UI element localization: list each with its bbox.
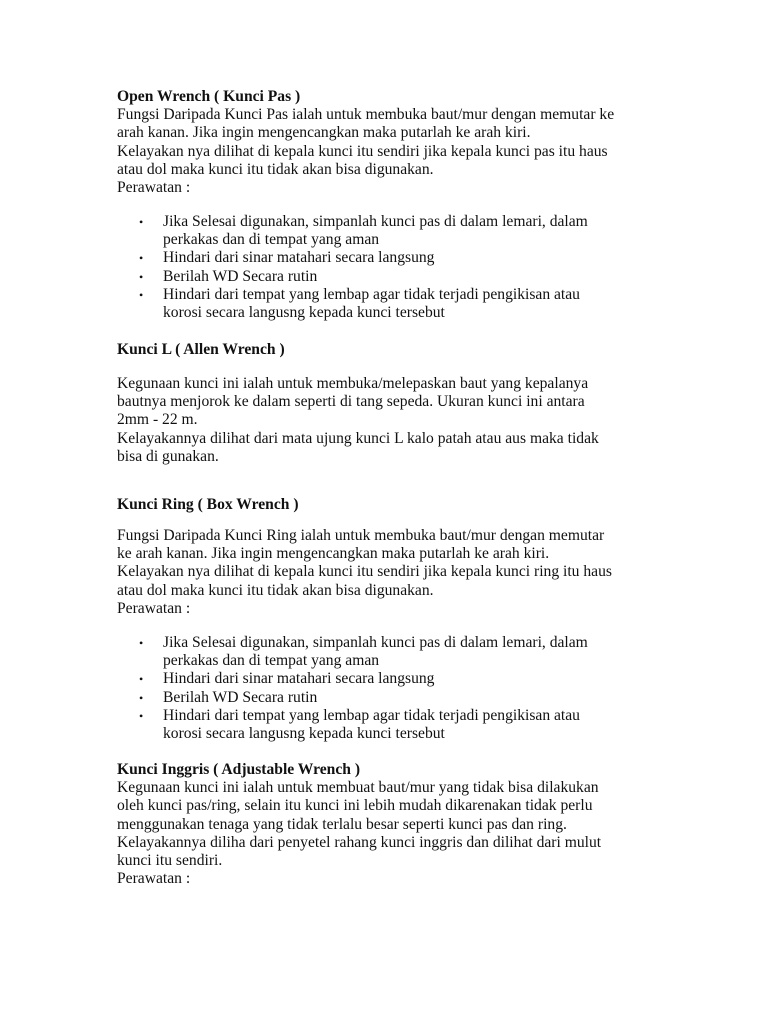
section-heading: Open Wrench ( Kunci Pas ) (117, 88, 301, 105)
section-paragraph: Kegunaan kunci ini ialah untuk membuka/melepaskan baut yang kepalanya bautnya menjorok ke dalam seperti di tang sepeda. Ukuran kunci ini antara 2mm - 22 m. Kelayakannya dilihat dari mata ujung kunci L kalo patah atau aus maka tidak bisa di gunakan. (117, 375, 599, 465)
bullet-icon: • (139, 215, 144, 229)
section-box-wrench (117, 496, 657, 514)
section-open-wrench (117, 88, 657, 197)
section-heading: Kunci L ( Allen Wrench ) (117, 341, 285, 358)
list-item (117, 286, 657, 322)
section-heading: Kunci Inggris ( Adjustable Wrench ) (117, 761, 361, 778)
bullet-icon: • (139, 251, 144, 266)
list-item-text: Hindari dari tempat yang lembap agar tidak terjadi pengikisan atau korosi secara langusng kepada kunci tersebut (163, 706, 580, 743)
bullet-icon: • (139, 690, 144, 705)
section-heading: Kunci Ring ( Box Wrench ) (117, 496, 299, 513)
bullet-icon: • (139, 708, 144, 723)
section-adjustable-wrench (117, 761, 657, 888)
list-item-text: Berilah WD Secara rutin (163, 688, 318, 706)
list-item (117, 707, 657, 743)
section-box-wrench-body (117, 527, 657, 618)
list-item (117, 634, 657, 670)
care-list (117, 634, 657, 743)
bullet-icon: • (139, 672, 144, 687)
list-item-text: Hindari dari tempat yang lembap agar tidak terjadi pengikisan atau korosi secara langusng kepada kunci tersebut (163, 285, 580, 322)
list-item (117, 268, 657, 286)
list-item (117, 670, 657, 688)
list-item (117, 249, 657, 267)
bullet-icon: • (139, 636, 144, 650)
list-item-text: Jika Selesai digunakan, simpanlah kunci pas di dalam lemari, dalam perkakas dan di tempat yang aman (163, 213, 588, 249)
care-list (117, 213, 657, 322)
list-item (117, 689, 657, 707)
section-paragraph: Fungsi Daripada Kunci Ring ialah untuk membuka baut/mur dengan memutar ke arah kanan. Jika ingin mengencangkan maka putarlah ke arah kiri. Kelayakan nya dilihat di kepala kunci itu sendiri jika kepala kunci ring itu haus atau dol maka kunci itu tidak akan bisa digunakan. Perawatan : (117, 527, 612, 617)
list-item-text: Hindari dari sinar matahari secara langsung (163, 249, 435, 267)
list-item-text: Berilah WD Secara rutin (163, 267, 318, 285)
bullet-icon: • (139, 287, 144, 302)
list-item-text: Hindari dari sinar matahari secara langsung (163, 670, 435, 688)
list-item (117, 213, 657, 249)
bullet-icon: • (139, 269, 144, 284)
list-item-text: Jika Selesai digunakan, simpanlah kunci pas di dalam lemari, dalam perkakas dan di tempat yang aman (163, 634, 588, 670)
section-allen-wrench (117, 341, 657, 359)
section-paragraph: Fungsi Daripada Kunci Pas ialah untuk membuka baut/mur dengan memutar ke arah kanan. Jika ingin mengencangkan maka putarlah ke arah kiri. Kelayakan nya dilihat di kepala kunci itu sendiri jika kepala kunci pas itu haus atau dol maka kunci itu tidak akan bisa digunakan. Perawatan : (117, 106, 615, 197)
section-paragraph: Kegunaan kunci ini ialah untuk membuat baut/mur yang tidak bisa dilakukan oleh kunci pas/ring, selain itu kunci ini lebih mudah dikarenakan tidak perlu menggunakan tenaga yang tidak terlalu besar seperti kunci pas dan ring. Kelayakannya diliha dari penyetel rahang kunci inggris dan dilihat dari mulut kunci itu sendiri. Perawatan : (117, 779, 602, 888)
section-allen-wrench-body (117, 375, 657, 466)
